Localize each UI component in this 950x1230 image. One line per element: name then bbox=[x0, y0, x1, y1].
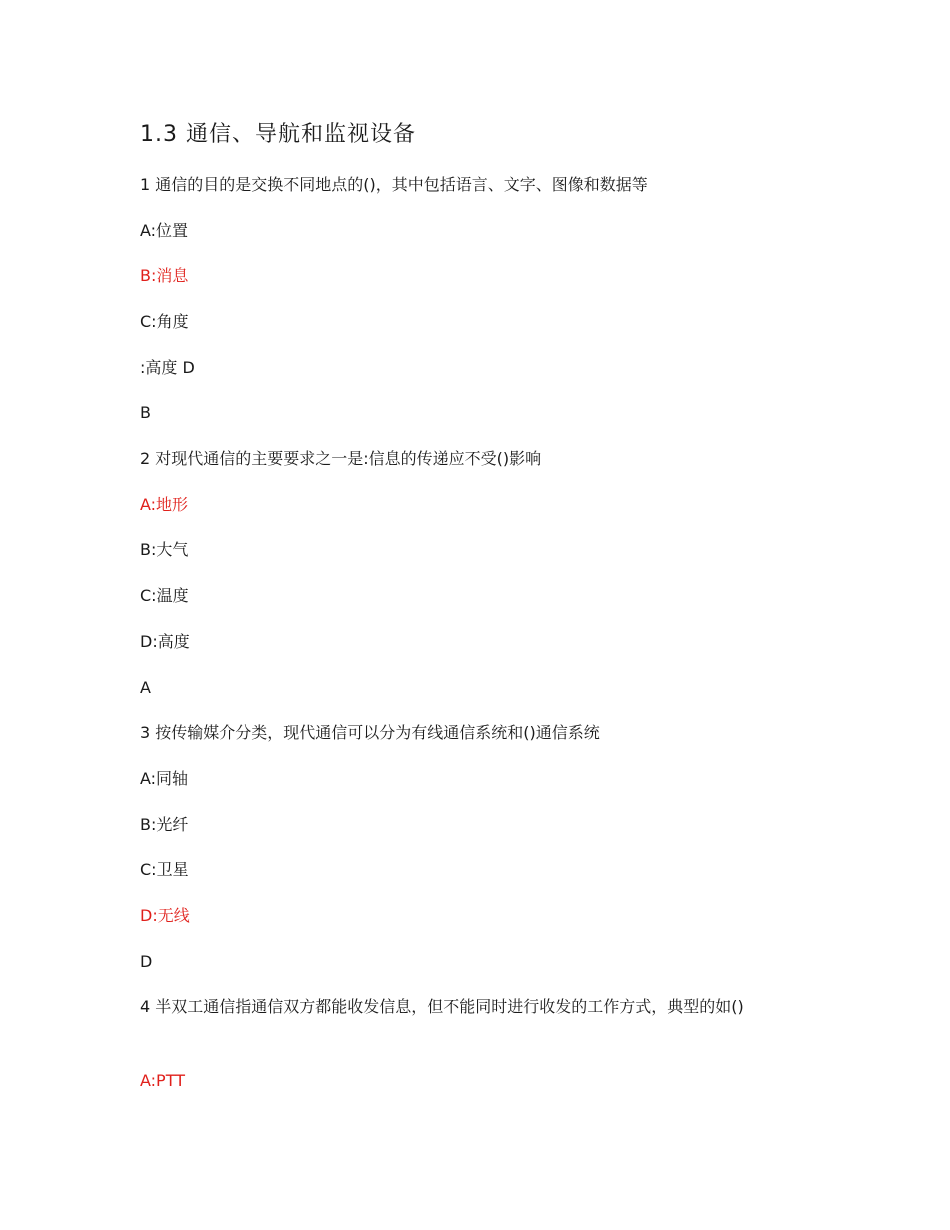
question-1-text: 1 通信的目的是交换不同地点的()，其中包括语言、文字、图像和数据等 bbox=[140, 175, 648, 194]
question-2-answer: A bbox=[140, 678, 151, 697]
question-1-option-a: A:位置 bbox=[140, 221, 189, 240]
question-3-option-a: A:同轴 bbox=[140, 769, 189, 788]
question-3-option-d-correct: D:无线 bbox=[140, 906, 190, 925]
question-1-option-b-correct: B:消息 bbox=[140, 266, 189, 285]
question-4-text: 4 半双工通信指通信双方都能收发信息，但不能同时进行收发的工作方式，典型的如() bbox=[140, 997, 744, 1016]
question-3-answer: D bbox=[140, 952, 153, 971]
question-1-option-d: :高度 D bbox=[140, 358, 195, 377]
question-2-option-a-correct: A:地形 bbox=[140, 495, 189, 514]
question-4-option-a-correct: A:PTT bbox=[140, 1071, 185, 1090]
question-2-option-b: B:大气 bbox=[140, 540, 189, 559]
question-2-option-d: D:高度 bbox=[140, 632, 190, 651]
question-2-text: 2 对现代通信的主要要求之一是:信息的传递应不受()影响 bbox=[140, 449, 542, 468]
question-1-option-c: C:角度 bbox=[140, 312, 189, 331]
question-3-text: 3 按传输媒介分类，现代通信可以分为有线通信系统和()通信系统 bbox=[140, 723, 600, 742]
question-2-option-c: C:温度 bbox=[140, 586, 189, 605]
question-3-option-b: B:光纤 bbox=[140, 815, 189, 834]
section-title: 1.3 通信、导航和监视设备 bbox=[140, 122, 416, 147]
question-3-option-c: C:卫星 bbox=[140, 860, 189, 879]
question-1-answer: B bbox=[140, 403, 151, 422]
